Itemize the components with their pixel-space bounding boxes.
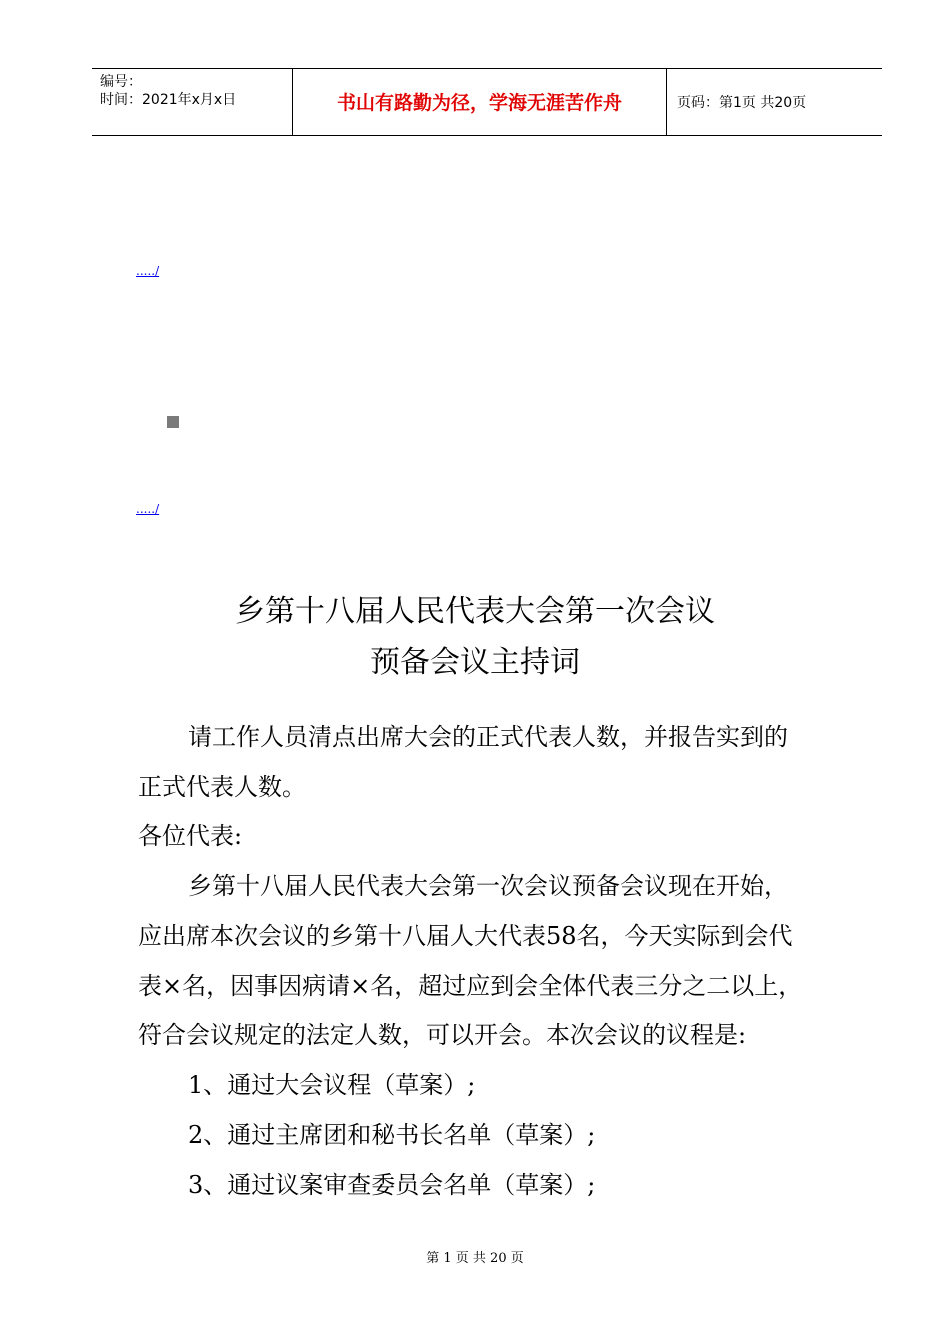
header-page-cell — [667, 69, 882, 135]
paragraph-2-line-4: 符合会议规定的法定人数，可以开会。本次会议的议程是: — [138, 1021, 747, 1049]
agenda-item-3: 3、通过议案审查委员会名单（草案）; — [188, 1171, 596, 1199]
bottom-link[interactable]: ...../ — [136, 502, 160, 516]
paragraph-1-line-1: 请工作人员清点出席大会的正式代表人数，并报告实到的 — [188, 723, 788, 751]
header-motto: 书山有路勤为径，学海无涯苦作舟 — [336, 92, 622, 114]
agenda-item-1: 1、通过大会议程（草案）; — [188, 1071, 476, 1099]
paragraph-2-line-1: 乡第十八届人民代表大会第一次会议预备会议现在开始， — [188, 872, 788, 900]
header-motto-cell — [293, 69, 667, 135]
gray-square-icon — [167, 416, 179, 428]
top-link[interactable]: ...../ — [136, 264, 160, 278]
document-header — [92, 68, 882, 136]
document-time-label: 时间：2021年x月x日 — [100, 92, 237, 108]
greeting-line: 各位代表: — [138, 822, 243, 850]
agenda-item-2: 2、通过主席团和秘书长名单（草案）; — [188, 1121, 596, 1149]
document-title-line1: 乡第十八届人民代表大会第一次会议 — [235, 594, 715, 629]
document-title-line2: 预备会议主持词 — [370, 645, 580, 680]
paragraph-2-line-3: 表×名，因事因病请×名，超过应到会全体代表三分之二以上， — [138, 972, 803, 1000]
header-info-cell — [92, 69, 293, 135]
document-number-label: 编号： — [100, 74, 142, 90]
paragraph-1-line-2: 正式代表人数。 — [138, 773, 306, 801]
header-page-number: 页码：第1页 共20页 — [677, 95, 807, 111]
paragraph-2-line-2: 应出席本次会议的乡第十八届人大代表58名，今天实际到会代 — [138, 922, 793, 950]
page-footer: 第 1 页 共 20 页 — [426, 1251, 524, 1266]
